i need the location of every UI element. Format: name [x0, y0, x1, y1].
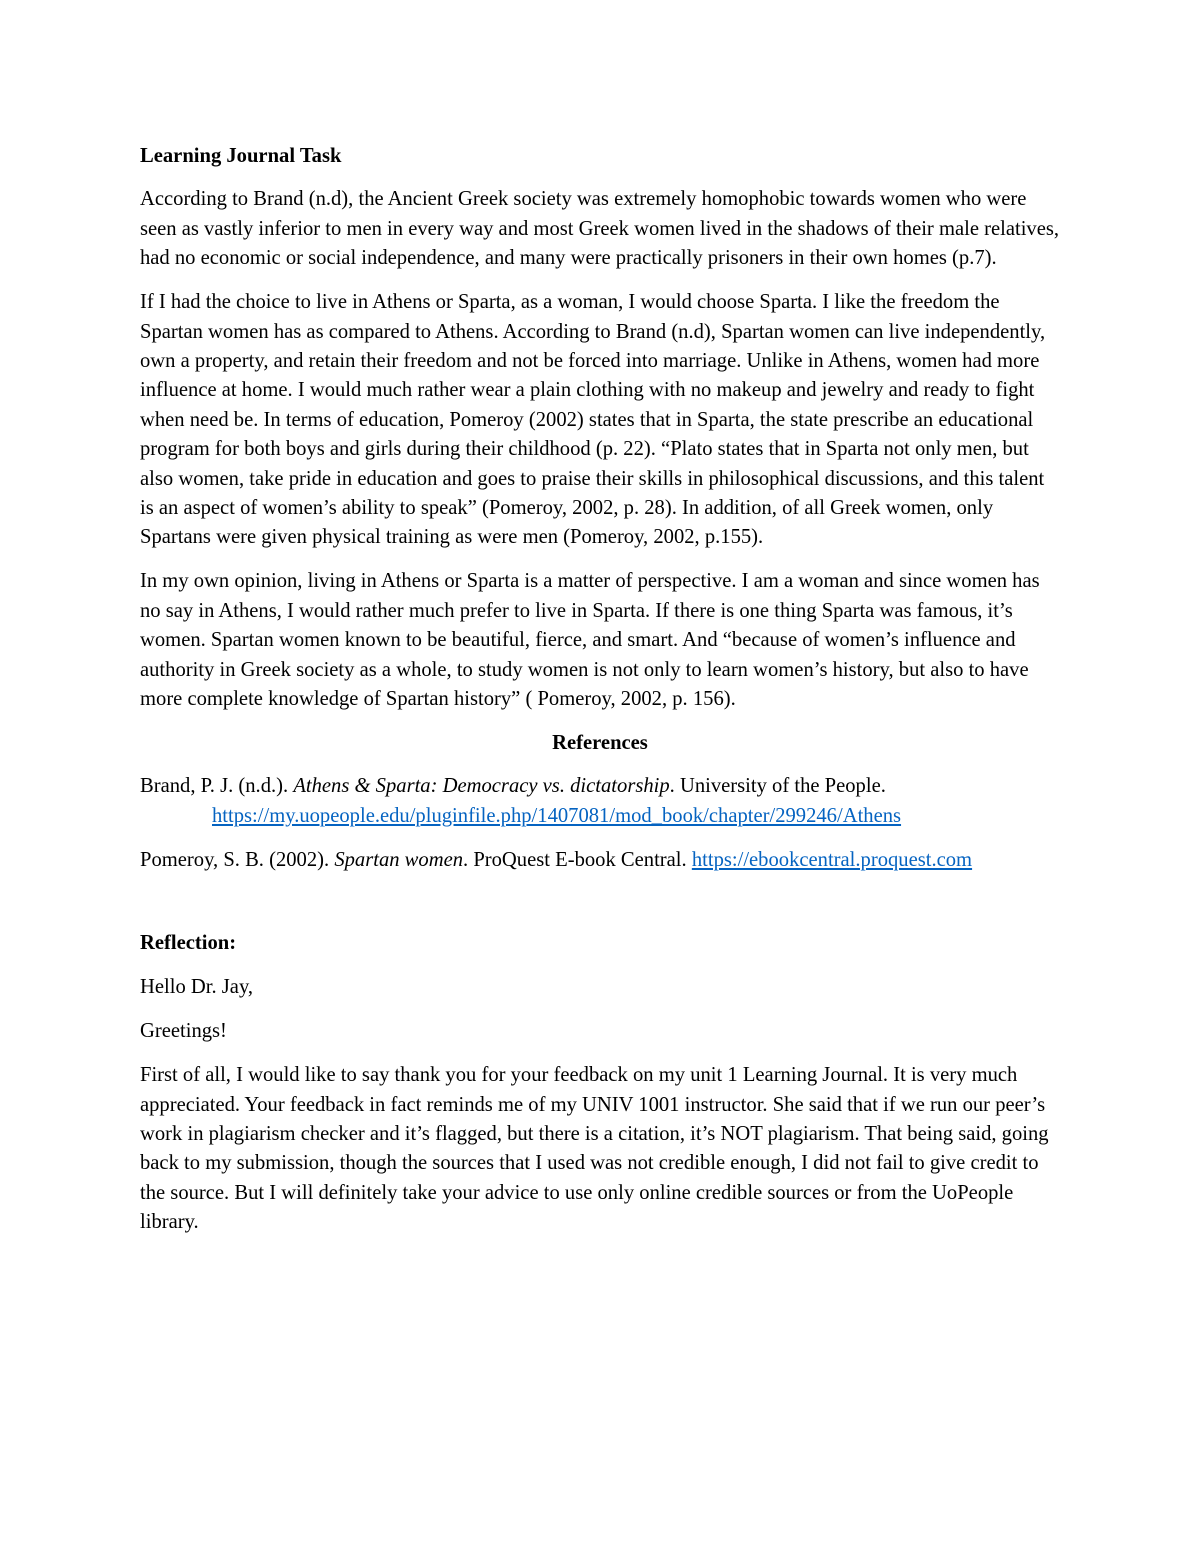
- reference-title-pomeroy: Spartan women: [334, 848, 464, 871]
- reference-author-brand: Brand, P. J. (n.d.).: [140, 775, 294, 798]
- reflection-salutation: Greetings!: [140, 1020, 227, 1043]
- body-paragraph-1: According to Brand (n.d), the Ancient Greek society was extremely homophobic towards women who were seen as vastly inferior to men in every way and most Greek women lived in the shadows of their male relatives, had no economic or social independence, and many were practically prisoners in their own homes (p.7).: [140, 188, 1060, 270]
- reflection-heading: Reflection:: [140, 932, 237, 955]
- reference-title-brand: Athens & Sparta: Democracy vs. dictatorship: [293, 775, 670, 798]
- reference-link-pomeroy[interactable]: https://ebookcentral.proquest.com: [691, 848, 973, 871]
- reference-publisher-brand: . University of the People.: [669, 775, 886, 798]
- reflection-body: First of all, I would like to say thank you for your feedback on my unit 1 Learning Journal. It is very much appreciated. Your feedback in fact reminds me of my UNIV 1001 instructor. She said that if we run our peer’s work in plagiarism checker and it’s flagged, but there is a citation, it’s NOT plagiarism. That being said, going back to my submission, though the sources that I used was not credible enough, I did not fail to give credit to the source. But I will definitely take your advice to use only online credible sources or from the UoPeople library.: [140, 1064, 1049, 1234]
- reference-entry-pomeroy: [140, 846, 1060, 875]
- section-spacer: [140, 889, 1060, 929]
- body-paragraph-3: In my own opinion, living in Athens or Sparta is a matter of perspective. I am a woman and since women has no say in Athens, I would rather much prefer to live in Sparta. If there is one thing Sparta was famous, it’s women. Spartan women known to be beautiful, fierce, and smart. And “because of women’s influence and authority in Greek society as a whole, to study women is not only to learn women’s history, but also to have more complete knowledge of Spartan history” ( Pomeroy, 2002, p. 156).: [140, 570, 1040, 710]
- document-title: Learning Journal Task: [140, 145, 342, 167]
- reference-author-pomeroy: Pomeroy, S. B. (2002).: [140, 848, 335, 871]
- reference-entry-brand: [140, 772, 1060, 831]
- body-paragraph-2: If I had the choice to live in Athens or Sparta, as a woman, I would choose Sparta. I like the freedom the Spartan women has as compared to Athens. According to Brand (n.d), Spartan women can live independently, own a property, and retain their freedom and not be forced into marriage. Unlike in Athens, women had more influence at home. I would much rather wear a plain clothing with no makeup and jewelry and ready to fight when need be. In terms of education, Pomeroy (2002) states that in Sparta, the state prescribe an educational program for both boys and girls during their childhood (p. 22). “Plato states that in Sparta not only men, but also women, take pride in education and goes to praise their skills in philosophical discussions, and this talent is an aspect of women’s ability to speak” (Pomeroy, 2002, p. 28). In addition, of all Greek women, only Spartans were given physical training as were men (Pomeroy, 2002, p.155).: [140, 291, 1046, 549]
- references-heading: References: [552, 731, 648, 754]
- reflection-greeting: Hello Dr. Jay,: [140, 976, 254, 999]
- reference-publisher-pomeroy: . ProQuest E-book Central.: [463, 848, 692, 871]
- document-content: [140, 142, 1060, 1252]
- reference-link-brand[interactable]: https://my.uopeople.edu/pluginfile.php/1407081/mod_book/chapter/299246/Athens: [212, 804, 902, 827]
